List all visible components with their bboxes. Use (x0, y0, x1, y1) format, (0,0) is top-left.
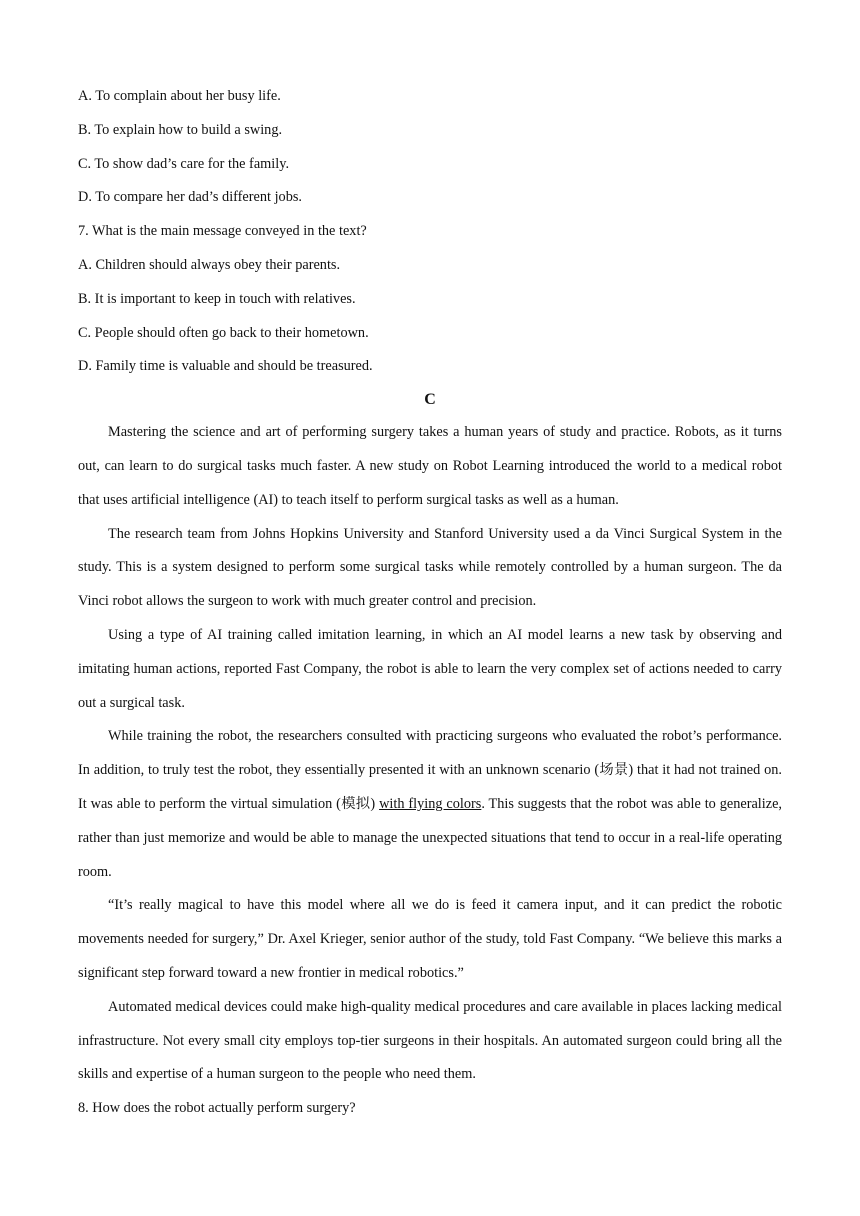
q7-option-d: D. Family time is valuable and should be treasured. (78, 358, 373, 375)
passage-paragraph-1: Mastering the science and art of performing surgery takes a human years of study and practice. Robots, as it turns out, can learn to do surgical tasks much faster. A new study on Robot Learning introduced the world to a medical robot that uses artificial intelligence (AI) to teach itself to perform surgical tasks as well as a human. (78, 424, 782, 508)
underlined-phrase: with flying colors (379, 795, 482, 812)
passage-paragraph-4-part-a: While training the robot, the researchers consulted with practicing surgeons who evaluated the robot’s performance. In addition, to truly test the robot, they essentially presented it with an unknown scenario (场景) that it had not trained on. It was able to perform the virtual simulation (模拟) (78, 728, 782, 812)
q7-question: 7. What is the main message conveyed in the text? (78, 223, 367, 240)
passage-paragraph-2: The research team from Johns Hopkins University and Stanford University used a da Vinci Surgical System in the study. This is a system designed to perform some surgical tasks while remotely controlled by a human surgeon. The da Vinci robot allows the surgeon to work with much greater control and precision. (78, 525, 782, 610)
passage-paragraph-5: “It’s really magical to have this model where all we do is feed it camera input, and it can predict the robotic movements needed for surgery,” Dr. Axel Krieger, senior author of the study, told Fast Company. “We believe this marks a significant step forward toward a new frontier in medical robotics.” (78, 897, 782, 981)
q7-option-c: C. People should often go back to their hometown. (78, 324, 369, 341)
section-title: C (424, 391, 436, 409)
q7-option-b: B. It is important to keep in touch with relatives. (78, 290, 356, 307)
q8-question: 8. How does the robot actually perform surgery? (78, 1100, 356, 1117)
q7-option-a: A. Children should always obey their parents. (78, 256, 341, 273)
passage-paragraph-3: Using a type of AI training called imitation learning, in which an AI model learns a new task by observing and imitating human actions, reported Fast Company, the robot is able to learn the very complex set of actions needed to carry out a surgical task. (78, 626, 782, 711)
q6-option-c: C. To show dad’s care for the family. (78, 155, 290, 172)
document-page (78, 80, 782, 1126)
passage-paragraph-6: Automated medical devices could make high-quality medical procedures and care available in places lacking medical infrastructure. Not every small city employs top-tier surgeons in their hospitals. An automated surgeon could bring all the skills and expertise of a human surgeon to the people who need them. (78, 998, 782, 1083)
q6-option-a: A. To complain about her busy life. (78, 88, 281, 104)
q6-option-d: D. To compare her dad’s different jobs. (78, 189, 302, 206)
passage-paragraph-4 (78, 720, 782, 889)
passage-paragraph-4-part-b: . This suggests that the robot was able to generalize, rather than just memorize and would be able to manage the unexpected situations that tend to occur in a real-life operating room. (78, 795, 783, 880)
q6-option-b: B. To explain how to build a swing. (78, 121, 283, 138)
